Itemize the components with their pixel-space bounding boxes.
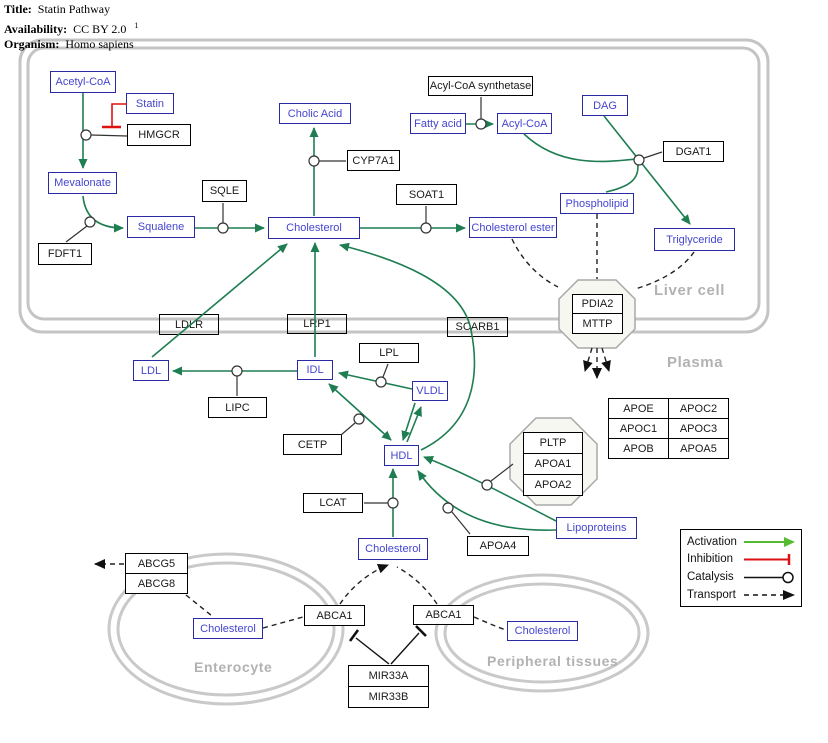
node-ldlr[interactable]: LDLR [159, 314, 219, 335]
node-abcg8[interactable]: ABCG8 [125, 573, 188, 594]
node-squalene[interactable]: Squalene [127, 216, 195, 238]
node-apob[interactable]: APOB [608, 438, 669, 459]
organism-label: Organism: [4, 37, 60, 51]
node-cholesterol-peripheral[interactable]: Cholesterol [507, 621, 578, 641]
node-lipc[interactable]: LIPC [208, 397, 267, 418]
node-ldl[interactable]: LDL [133, 360, 169, 381]
availability-footnote: 1 [134, 20, 139, 30]
legend [680, 529, 802, 607]
node-cholesterol-liver[interactable]: Cholesterol [268, 217, 360, 239]
node-apoe[interactable]: APOE [608, 398, 669, 419]
node-acetyl-coa[interactable]: Acetyl-CoA [50, 71, 116, 93]
node-fatty-acid[interactable]: Fatty acid [410, 113, 466, 134]
plasma-label: Plasma [667, 354, 724, 371]
node-mevalonate[interactable]: Mevalonate [48, 172, 117, 194]
title-value: Statin Pathway [37, 2, 111, 16]
node-lcat[interactable]: LCAT [303, 493, 363, 513]
node-apoc3[interactable]: APOC3 [668, 418, 729, 439]
node-phospholipid[interactable]: Phospholipid [560, 193, 634, 214]
node-lrp1[interactable]: LRP1 [287, 314, 347, 334]
node-hdl[interactable]: HDL [384, 445, 419, 466]
legend-inhibition-label: Inhibition [687, 553, 734, 565]
enterocyte-label: Enterocyte [194, 659, 273, 675]
node-triglyceride[interactable]: Triglyceride [654, 228, 735, 251]
node-mir33a[interactable]: MIR33A [348, 665, 429, 687]
activation-arrow-icon [743, 536, 795, 548]
organism-value: Homo sapiens [65, 37, 134, 51]
header-title-line [4, 2, 138, 18]
legend-row-transport [687, 589, 795, 601]
legend-activation-label: Activation [687, 535, 737, 548]
node-pltp[interactable]: PLTP [523, 432, 583, 454]
inhibition-bar-icon [743, 553, 795, 566]
legend-row-activation [687, 536, 795, 548]
node-abca1-left[interactable]: ABCA1 [304, 605, 365, 626]
header-organism-line [4, 37, 138, 53]
node-hmgcr[interactable]: HMGCR [127, 124, 191, 146]
legend-transport-label: Transport [687, 588, 736, 601]
legend-row-inhibition [687, 553, 795, 566]
header-availability-line [4, 18, 138, 38]
node-apoa4[interactable]: APOA4 [467, 536, 529, 556]
node-cholesterol-enterocyte[interactable]: Cholesterol [193, 618, 263, 639]
liver-cell-label: Liver cell [654, 282, 726, 299]
node-lpl[interactable]: LPL [359, 343, 419, 363]
peripheral-tissues-label: Peripheral tissues [487, 653, 619, 669]
node-cholesterol-plasma[interactable]: Cholesterol [358, 538, 428, 560]
availability-value: CC BY 2.0 [73, 21, 127, 36]
node-abca1-right[interactable]: ABCA1 [413, 605, 474, 625]
node-vldl[interactable]: VLDL [412, 381, 448, 401]
node-mir33b[interactable]: MIR33B [348, 686, 429, 708]
catalysis-circle-icon [743, 571, 795, 584]
legend-row-catalysis [687, 571, 795, 584]
node-mttp[interactable]: MTTP [572, 313, 623, 334]
node-apoc2[interactable]: APOC2 [668, 398, 729, 419]
node-cyp7a1[interactable]: CYP7A1 [347, 150, 400, 171]
node-apoa5[interactable]: APOA5 [668, 438, 729, 459]
node-dgat1[interactable]: DGAT1 [663, 141, 724, 162]
transport-dashed-arrow-icon [743, 589, 795, 601]
pathway-header [4, 2, 138, 53]
node-idl[interactable]: IDL [297, 360, 333, 380]
availability-label: Availability: [4, 21, 68, 36]
node-sqle[interactable]: SQLE [202, 180, 247, 202]
node-acyl-coa-synthetase[interactable]: Acyl-CoA synthetase [428, 76, 533, 96]
node-apoa2[interactable]: APOA2 [523, 474, 583, 496]
node-cetp[interactable]: CETP [283, 434, 342, 455]
node-apoc1[interactable]: APOC1 [608, 418, 669, 439]
title-label: Title: [4, 2, 32, 16]
node-lipoproteins[interactable]: Lipoproteins [556, 517, 637, 539]
node-scarb1[interactable]: SCARB1 [447, 317, 508, 337]
node-statin[interactable]: Statin [126, 93, 174, 114]
node-abcg5[interactable]: ABCG5 [125, 553, 188, 574]
node-acyl-coa[interactable]: Acyl-CoA [497, 113, 552, 134]
legend-catalysis-label: Catalysis [687, 571, 734, 583]
node-pdia2[interactable]: PDIA2 [572, 294, 623, 314]
node-fdft1[interactable]: FDFT1 [38, 243, 92, 265]
node-apoa1[interactable]: APOA1 [523, 453, 583, 475]
node-cholic-acid[interactable]: Cholic Acid [279, 103, 351, 124]
node-soat1[interactable]: SOAT1 [396, 184, 457, 205]
node-cholesterol-ester[interactable]: Cholesterol ester [469, 217, 557, 238]
node-dag[interactable]: DAG [582, 95, 628, 116]
